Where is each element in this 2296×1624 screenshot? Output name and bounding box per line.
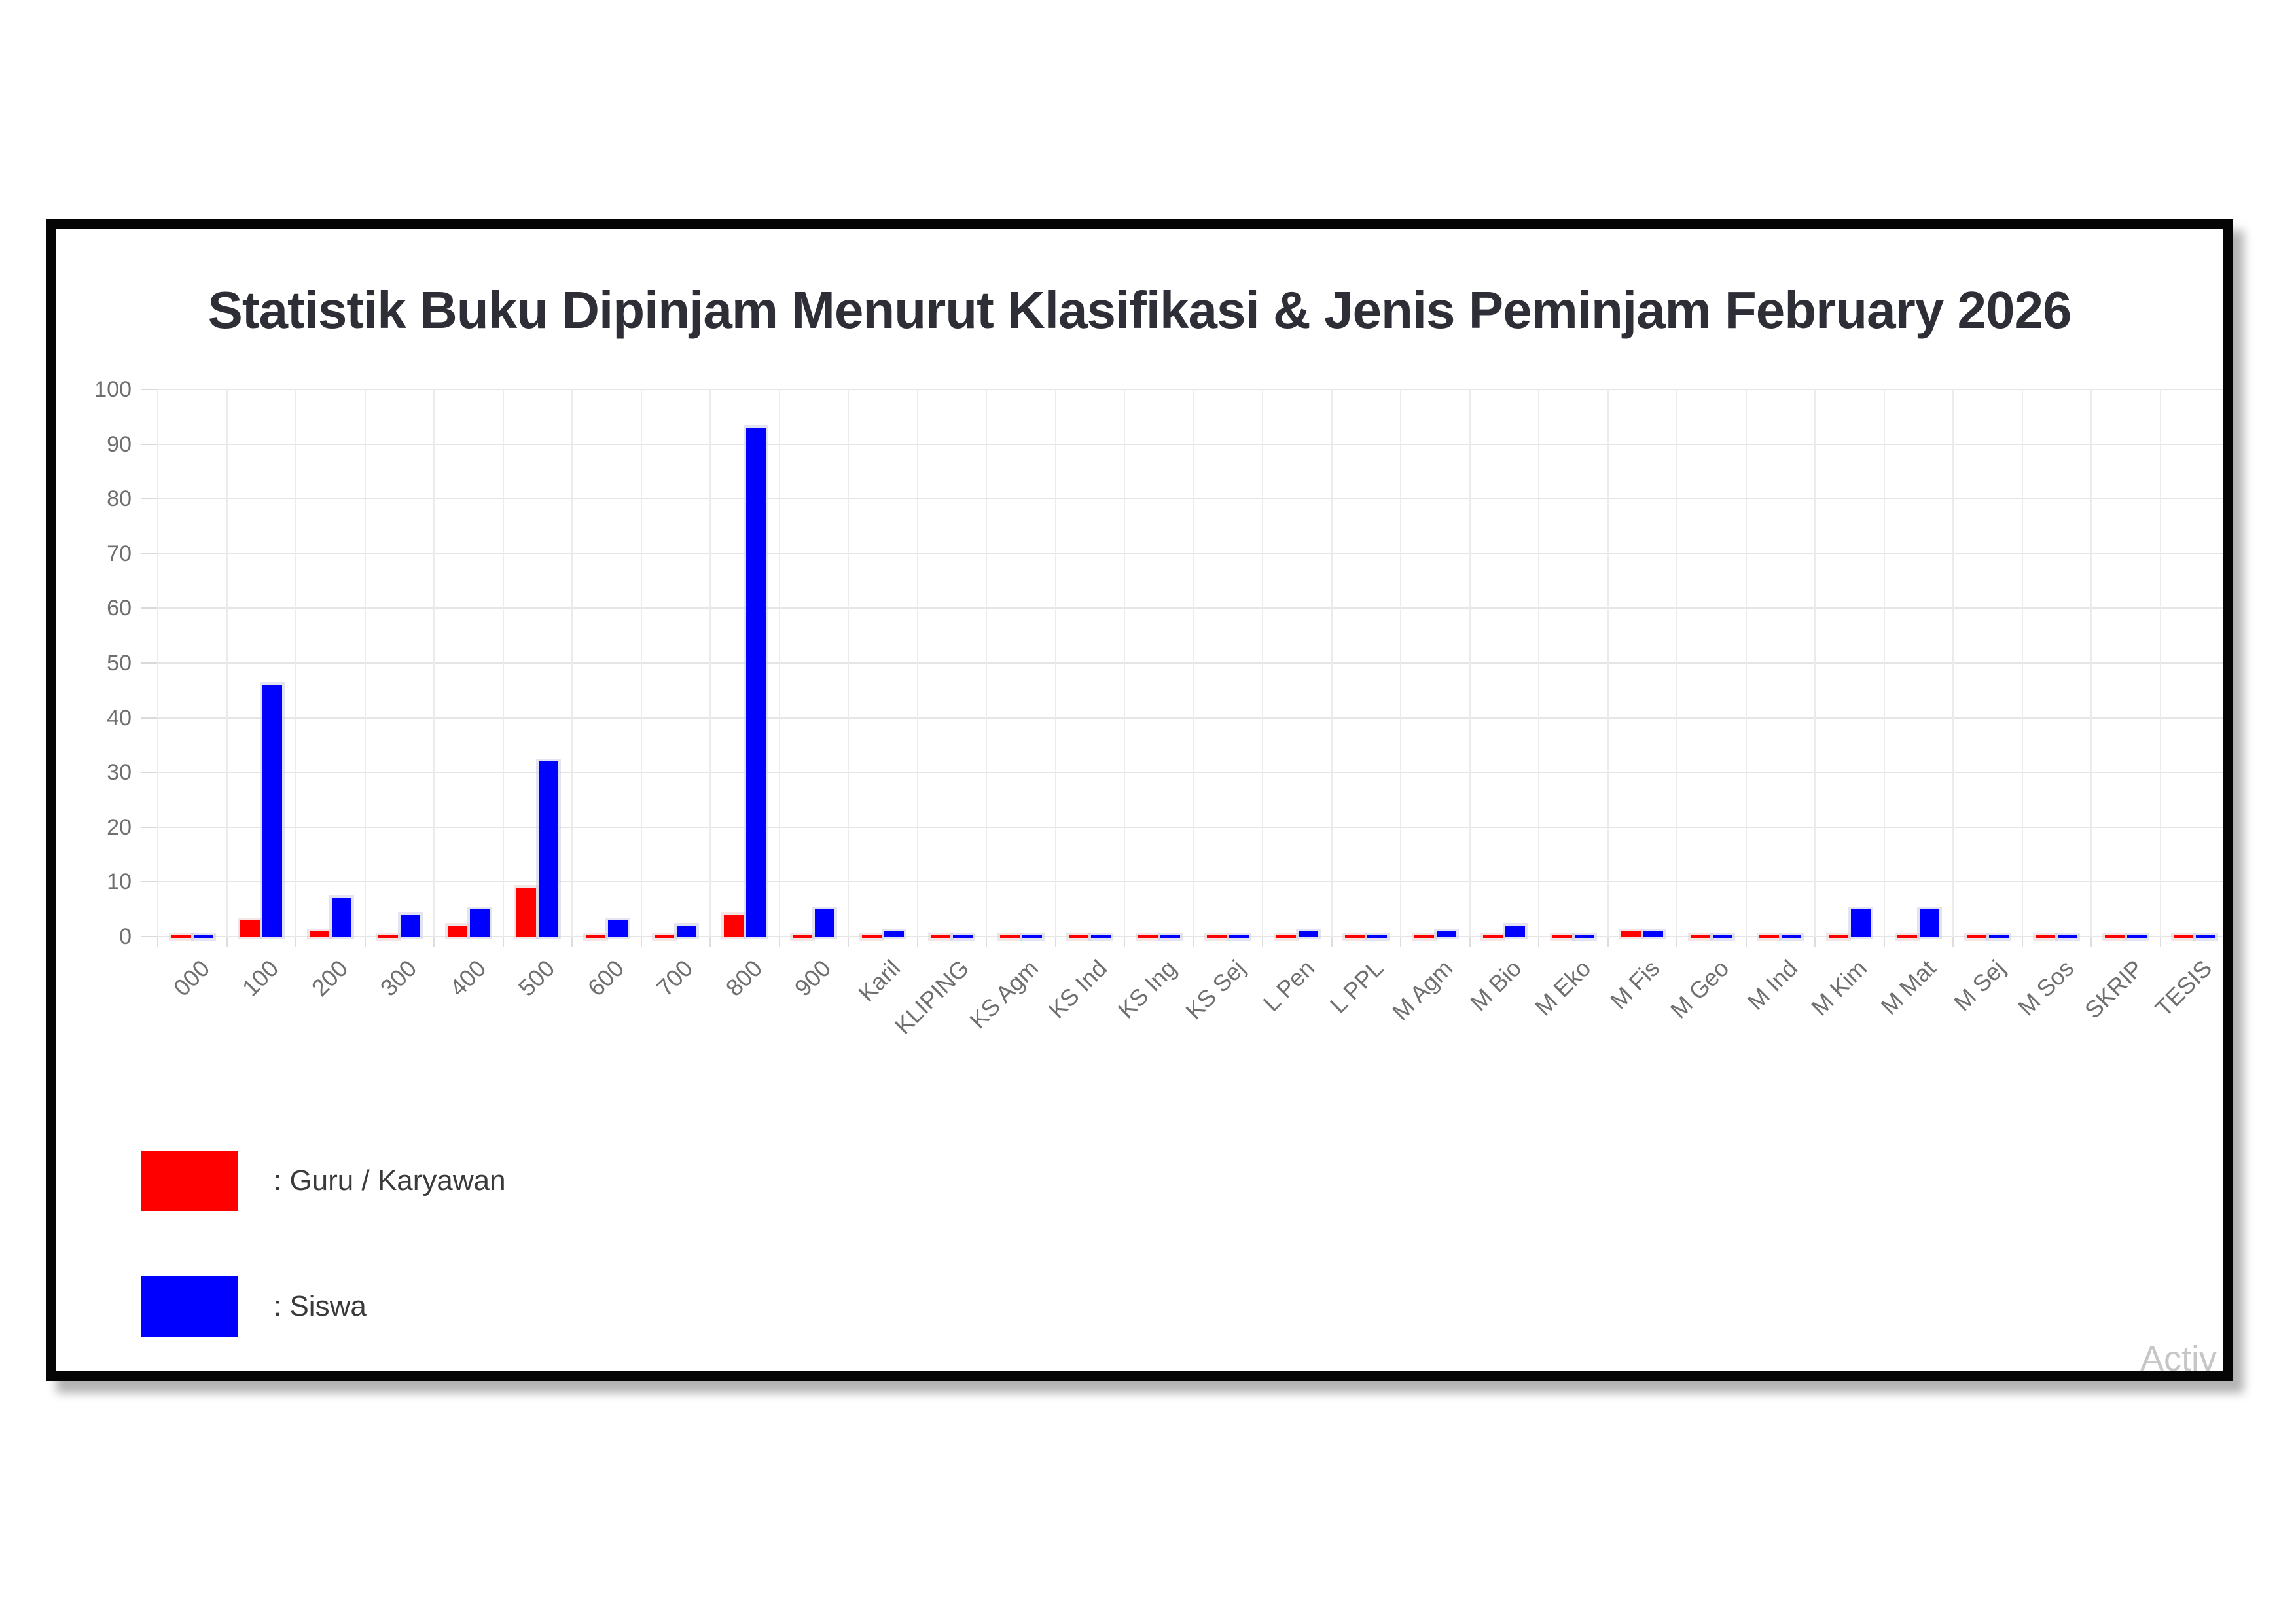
x-tick-label: M Sej: [1948, 954, 2011, 1017]
bar-guru-M Bio[interactable]: [1483, 935, 1503, 938]
bar-guru-Karil[interactable]: [862, 935, 882, 938]
y-tick-label: 90: [107, 431, 132, 457]
bar-siswa-100[interactable]: [262, 685, 282, 937]
x-tick-label: SKRIP: [2079, 954, 2149, 1024]
x-gridline: [2160, 389, 2161, 937]
x-tick: [1262, 937, 1263, 947]
x-gridline: [226, 389, 228, 937]
bar-guru-KS Agm[interactable]: [1000, 935, 1020, 938]
bar-guru-M Fis[interactable]: [1621, 931, 1641, 937]
x-tick: [2229, 937, 2230, 947]
x-tick: [503, 937, 504, 947]
watermark-text: Activ: [2140, 1339, 2217, 1379]
legend-label-guru: : Guru / Karyawan: [274, 1164, 506, 1197]
x-gridline: [433, 389, 435, 937]
bar-siswa-KLIPING[interactable]: [953, 935, 973, 938]
bar-siswa-L Pen[interactable]: [1299, 931, 1318, 937]
x-tick-label: TESIS: [2149, 954, 2217, 1022]
bar-guru-SKRIP[interactable]: [2105, 935, 2125, 938]
bar-siswa-M Mat[interactable]: [1920, 909, 1939, 937]
x-gridline: [848, 389, 849, 937]
y-tick-label: 40: [107, 705, 132, 731]
x-gridline: [641, 389, 642, 937]
x-gridline: [1193, 389, 1194, 937]
x-tick-label: 300: [375, 954, 422, 1001]
x-gridline: [1262, 389, 1263, 937]
x-gridline: [1814, 389, 1816, 937]
x-gridline: [917, 389, 918, 937]
x-tick-label: 600: [582, 954, 630, 1001]
bar-guru-M Mat[interactable]: [1897, 935, 1917, 938]
y-tick: [141, 936, 158, 937]
bar-guru-M Eko[interactable]: [1552, 935, 1572, 938]
x-tick: [986, 937, 987, 947]
bar-siswa-M Kim[interactable]: [1851, 909, 1871, 937]
bar-siswa-000[interactable]: [194, 935, 213, 938]
x-tick-label: M Ind: [1742, 954, 1803, 1015]
x-tick: [2022, 937, 2023, 947]
x-tick: [1331, 937, 1333, 947]
bar-guru-000[interactable]: [171, 935, 191, 938]
bar-guru-200[interactable]: [310, 931, 329, 937]
x-tick: [1400, 937, 1401, 947]
x-gridline: [365, 389, 366, 937]
bar-guru-TESIS[interactable]: [2174, 935, 2193, 938]
bar-guru-400[interactable]: [448, 926, 467, 937]
x-tick-label: M Sos: [2013, 954, 2079, 1021]
x-tick-label: 800: [720, 954, 768, 1001]
x-tick-label: 500: [513, 954, 560, 1001]
bar-guru-800[interactable]: [724, 915, 744, 937]
bar-guru-KS Ing[interactable]: [1138, 935, 1158, 938]
x-tick: [1814, 937, 1816, 947]
x-tick: [1952, 937, 1954, 947]
y-tick: [141, 827, 158, 828]
bar-guru-500[interactable]: [516, 888, 536, 937]
x-tick-label: KS Ind: [1043, 954, 1113, 1024]
x-tick-label: 400: [444, 954, 492, 1001]
y-tick: [141, 662, 158, 664]
x-tick: [226, 937, 228, 947]
bar-guru-M Kim[interactable]: [1829, 935, 1848, 938]
bar-guru-100[interactable]: [240, 920, 260, 937]
x-tick-label: L PPL: [1325, 954, 1389, 1019]
bar-siswa-200[interactable]: [332, 898, 351, 937]
bar-guru-M Agm[interactable]: [1414, 935, 1434, 938]
bar-guru-M Ind[interactable]: [1759, 935, 1779, 938]
x-tick-label: 900: [789, 954, 836, 1001]
x-tick: [1055, 937, 1056, 947]
x-tick-label: 700: [651, 954, 698, 1001]
bar-siswa-KS Ind[interactable]: [1091, 935, 1111, 938]
x-gridline: [157, 389, 158, 937]
bar-siswa-KS Ing[interactable]: [1160, 935, 1180, 938]
legend-swatch-siswa: [141, 1276, 238, 1337]
bar-siswa-L PPL[interactable]: [1367, 935, 1387, 938]
bar-guru-KS Sej[interactable]: [1207, 935, 1227, 938]
x-tick-label: KS Ing: [1112, 954, 1182, 1024]
x-tick: [571, 937, 573, 947]
x-tick: [709, 937, 711, 947]
y-tick-label: 70: [107, 541, 132, 566]
x-gridline: [2022, 389, 2023, 937]
y-tick-label: 100: [94, 377, 132, 402]
bar-guru-L Pen[interactable]: [1276, 935, 1296, 938]
x-gridline: [986, 389, 987, 937]
x-tick: [779, 937, 780, 947]
x-gridline: [1607, 389, 1609, 937]
y-tick-label: 80: [107, 486, 132, 512]
chart-title: Statistik Buku Dipinjam Menurut Klasifikasi & Jenis Peminjam February 2026: [207, 281, 2072, 339]
bar-siswa-M Sej[interactable]: [1989, 935, 2009, 938]
bar-siswa-800[interactable]: [746, 428, 766, 937]
x-tick: [1676, 937, 1677, 947]
x-gridline: [1538, 389, 1539, 937]
x-tick-label: M Geo: [1664, 954, 1734, 1024]
x-gridline: [779, 389, 780, 937]
x-tick-label: Karil: [853, 954, 906, 1007]
x-tick-label: 200: [306, 954, 353, 1001]
x-tick: [2090, 937, 2092, 947]
x-tick: [1746, 937, 1747, 947]
bar-guru-600[interactable]: [586, 935, 605, 938]
x-tick: [157, 937, 158, 947]
x-tick-label: M Fis: [1605, 954, 1665, 1015]
bar-siswa-600[interactable]: [608, 920, 628, 937]
x-tick-label: M Mat: [1875, 954, 1941, 1020]
bar-siswa-SKRIP[interactable]: [2127, 935, 2147, 938]
x-tick-label: KS Agm: [964, 954, 1044, 1034]
x-gridline: [1400, 389, 1401, 937]
bar-siswa-M Eko[interactable]: [1575, 935, 1594, 938]
bar-guru-L PPL[interactable]: [1345, 935, 1365, 938]
x-gridline: [1676, 389, 1677, 937]
report-frame: [46, 219, 2233, 1381]
bar-siswa-900[interactable]: [815, 909, 834, 937]
y-tick-label: 60: [107, 596, 132, 621]
x-tick: [2160, 937, 2161, 947]
bar-guru-M Sej[interactable]: [1967, 935, 1986, 938]
legend-swatch-guru: [141, 1151, 238, 1211]
bar-siswa-M Sos[interactable]: [2058, 935, 2077, 938]
x-tick: [365, 937, 366, 947]
y-tick: [141, 607, 158, 609]
x-gridline: [1952, 389, 1954, 937]
x-tick: [848, 937, 849, 947]
y-tick-label: 20: [107, 814, 132, 840]
bar-siswa-400[interactable]: [470, 909, 490, 937]
x-tick: [917, 937, 918, 947]
x-gridline: [1469, 389, 1471, 937]
bar-siswa-500[interactable]: [539, 761, 558, 937]
bar-guru-M Sos[interactable]: [2036, 935, 2055, 938]
x-tick-label: KLIPING: [889, 954, 975, 1039]
x-gridline: [1124, 389, 1125, 937]
bar-siswa-M Bio[interactable]: [1505, 926, 1525, 937]
bar-guru-300[interactable]: [378, 935, 398, 938]
x-tick: [1469, 937, 1471, 947]
y-tick: [141, 772, 158, 773]
x-gridline: [2090, 389, 2092, 937]
y-tick: [141, 444, 158, 445]
legend-label-siswa: : Siswa: [274, 1290, 367, 1322]
x-tick-label: L Pen: [1257, 954, 1320, 1017]
bar-siswa-M Geo[interactable]: [1713, 935, 1732, 938]
x-gridline: [295, 389, 296, 937]
x-gridline: [1055, 389, 1056, 937]
x-tick-label: M Agm: [1386, 954, 1458, 1026]
bar-guru-900[interactable]: [793, 935, 812, 938]
y-tick-label: 50: [107, 651, 132, 676]
y-tick: [141, 389, 158, 390]
x-tick: [1193, 937, 1194, 947]
bar-siswa-Karil[interactable]: [884, 931, 904, 937]
x-tick-label: M Bio: [1465, 954, 1527, 1017]
bar-guru-KLIPING[interactable]: [931, 935, 950, 938]
y-tick-label: 10: [107, 869, 132, 895]
x-tick: [1538, 937, 1539, 947]
x-tick-label: 000: [168, 954, 215, 1001]
x-tick: [1124, 937, 1125, 947]
bar-siswa-M Fis[interactable]: [1643, 931, 1663, 937]
y-tick: [141, 881, 158, 882]
x-gridline: [709, 389, 711, 937]
x-tick: [1884, 937, 1885, 947]
y-tick: [141, 553, 158, 554]
bar-siswa-TESIS[interactable]: [2196, 935, 2215, 938]
x-gridline: [571, 389, 573, 937]
x-gridline: [1746, 389, 1747, 937]
bar-siswa-M Ind[interactable]: [1782, 935, 1801, 938]
x-tick: [1607, 937, 1609, 947]
x-tick-label: KS Sej: [1180, 954, 1251, 1025]
bar-siswa-M Agm[interactable]: [1437, 931, 1456, 937]
x-tick: [433, 937, 435, 947]
bar-siswa-KS Agm[interactable]: [1022, 935, 1042, 938]
x-gridline: [2229, 389, 2230, 937]
x-tick: [295, 937, 296, 947]
y-tick: [141, 717, 158, 719]
bar-siswa-300[interactable]: [401, 915, 420, 937]
x-tick-label: M Kim: [1805, 954, 1873, 1021]
bar-siswa-KS Sej[interactable]: [1229, 935, 1249, 938]
x-tick: [641, 937, 642, 947]
x-tick-label: M Eko: [1529, 954, 1596, 1021]
x-gridline: [1884, 389, 1885, 937]
y-tick-label: 0: [119, 924, 132, 949]
x-tick-label: 100: [237, 954, 284, 1001]
bar-guru-KS Ind[interactable]: [1069, 935, 1088, 938]
bar-guru-700[interactable]: [655, 935, 674, 938]
bar-guru-M Geo[interactable]: [1691, 935, 1710, 938]
bar-siswa-700[interactable]: [677, 926, 696, 937]
y-tick: [141, 498, 158, 499]
x-gridline: [1331, 389, 1333, 937]
y-tick-label: 30: [107, 760, 132, 785]
x-gridline: [503, 389, 504, 937]
